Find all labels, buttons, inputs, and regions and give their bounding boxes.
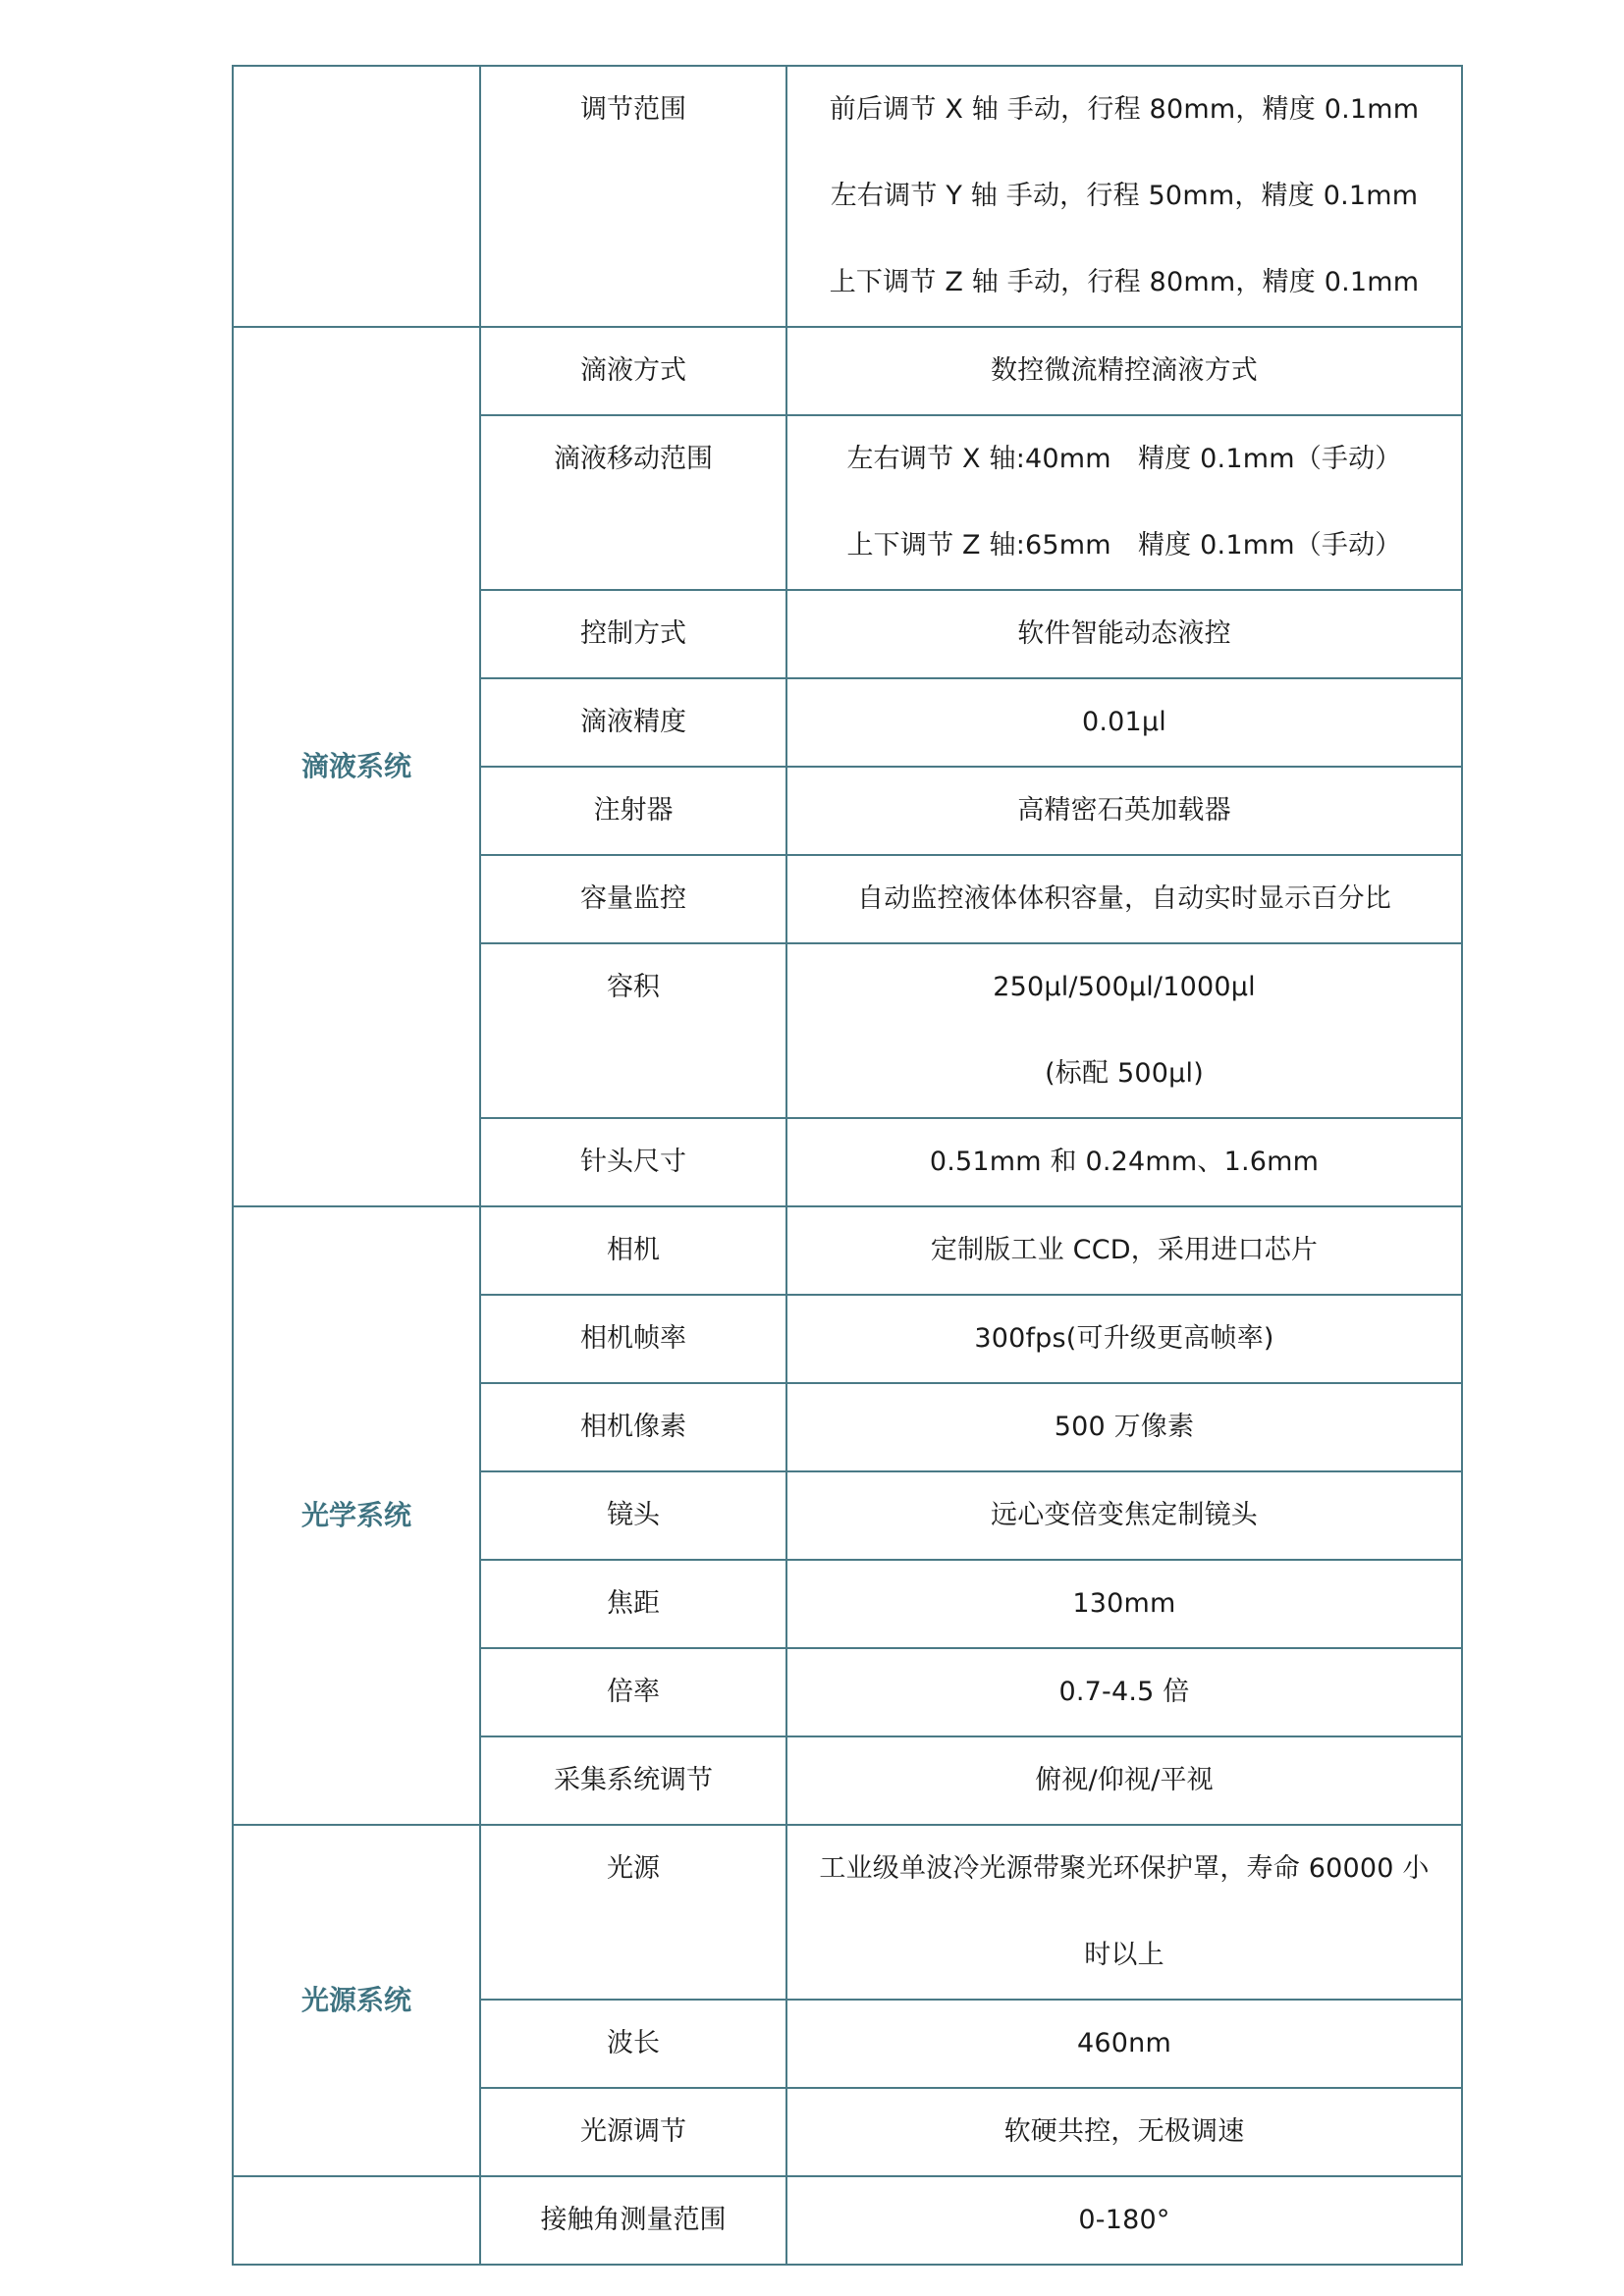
parameter-cell: 滴液方式 <box>480 327 786 415</box>
value-cell <box>786 943 1462 1118</box>
value-cell <box>786 2088 1462 2176</box>
value-cell <box>786 1471 1462 1560</box>
parameter-cell: 滴液移动范围 <box>480 415 786 590</box>
parameter-cell: 光源调节 <box>480 2088 786 2176</box>
value-line: 软件智能动态液控 <box>1017 618 1231 649</box>
value-line: 300fps(可升级更高帧率) <box>974 1323 1274 1354</box>
table-row <box>233 1206 1462 1295</box>
value-cell <box>786 1648 1462 1736</box>
value-line: 俯视/仰视/平视 <box>1035 1765 1214 1795</box>
value-cell <box>786 1295 1462 1383</box>
value-cell <box>786 855 1462 943</box>
parameter-cell: 接触角测量范围 <box>480 2176 786 2265</box>
value-line: 工业级单波冷光源带聚光环保护罩，寿命 60000 小 <box>819 1853 1430 1884</box>
value-line: 0-180° <box>1078 2205 1170 2235</box>
value-cell <box>786 415 1462 590</box>
spec-table <box>232 65 1463 2266</box>
spec-table-body <box>233 66 1462 2265</box>
value-cell <box>786 767 1462 855</box>
value-line: 软硬共控，无极调速 <box>1003 2116 1245 2147</box>
category-cell: 光源系统 <box>233 1825 480 2176</box>
value-line: 0.7-4.5 倍 <box>1058 1677 1190 1707</box>
value-cell <box>786 590 1462 678</box>
value-cell <box>786 2000 1462 2088</box>
value-cell <box>786 327 1462 415</box>
value-line: 130mm <box>1072 1588 1176 1619</box>
parameter-cell: 光源 <box>480 1825 786 2000</box>
value-line: 数控微流精控滴液方式 <box>991 355 1258 386</box>
value-cell <box>786 1736 1462 1825</box>
category-cell <box>233 66 480 327</box>
value-line: 500 万像素 <box>1054 1412 1195 1442</box>
value-line: 定制版工业 CCD，采用进口芯片 <box>930 1235 1319 1265</box>
parameter-cell: 倍率 <box>480 1648 786 1736</box>
category-cell: 光学系统 <box>233 1206 480 1825</box>
parameter-cell: 调节范围 <box>480 66 786 327</box>
value-line: 上下调节 Z 轴 手动，行程 80mm，精度 0.1mm <box>829 267 1420 297</box>
value-cell <box>786 1560 1462 1648</box>
table-row <box>233 1825 1462 2000</box>
parameter-cell: 滴液精度 <box>480 678 786 767</box>
value-cell <box>786 1383 1462 1471</box>
parameter-cell: 采集系统调节 <box>480 1736 786 1825</box>
value-cell <box>786 1206 1462 1295</box>
table-row <box>233 2176 1462 2265</box>
category-cell <box>233 2176 480 2265</box>
value-line: 远心变倍变焦定制镜头 <box>991 1500 1258 1530</box>
table-row <box>233 66 1462 327</box>
parameter-cell: 波长 <box>480 2000 786 2088</box>
value-cell <box>786 2176 1462 2265</box>
table-row <box>233 327 1462 415</box>
value-line: (标配 500μl) <box>1045 1058 1204 1089</box>
value-line: 自动监控液体体积容量，自动实时显示百分比 <box>857 883 1391 914</box>
parameter-cell: 针头尺寸 <box>480 1118 786 1206</box>
value-line: 上下调节 Z 轴:65mm 精度 0.1mm（手动） <box>846 530 1402 561</box>
value-line: 左右调节 Y 轴 手动，行程 50mm，精度 0.1mm <box>830 181 1419 211</box>
value-line: 0.51mm 和 0.24mm、1.6mm <box>929 1147 1320 1177</box>
value-cell <box>786 1825 1462 2000</box>
value-line: 左右调节 X 轴:40mm 精度 0.1mm（手动） <box>846 444 1402 474</box>
parameter-cell: 镜头 <box>480 1471 786 1560</box>
value-line: 高精密石英加载器 <box>1017 795 1231 826</box>
parameter-cell: 相机像素 <box>480 1383 786 1471</box>
value-line: 时以上 <box>1084 1940 1164 1970</box>
value-line: 460nm <box>1077 2028 1171 2058</box>
parameter-cell: 相机 <box>480 1206 786 1295</box>
parameter-cell: 焦距 <box>480 1560 786 1648</box>
value-cell <box>786 1118 1462 1206</box>
value-cell <box>786 66 1462 327</box>
value-line: 0.01μl <box>1082 707 1166 737</box>
value-cell <box>786 678 1462 767</box>
value-line: 250μl/500μl/1000μl <box>993 972 1256 1002</box>
parameter-cell: 容积 <box>480 943 786 1118</box>
category-cell: 滴液系统 <box>233 327 480 1206</box>
value-line: 前后调节 X 轴 手动，行程 80mm，精度 0.1mm <box>829 94 1420 125</box>
parameter-cell: 相机帧率 <box>480 1295 786 1383</box>
parameter-cell: 控制方式 <box>480 590 786 678</box>
parameter-cell: 容量监控 <box>480 855 786 943</box>
parameter-cell: 注射器 <box>480 767 786 855</box>
